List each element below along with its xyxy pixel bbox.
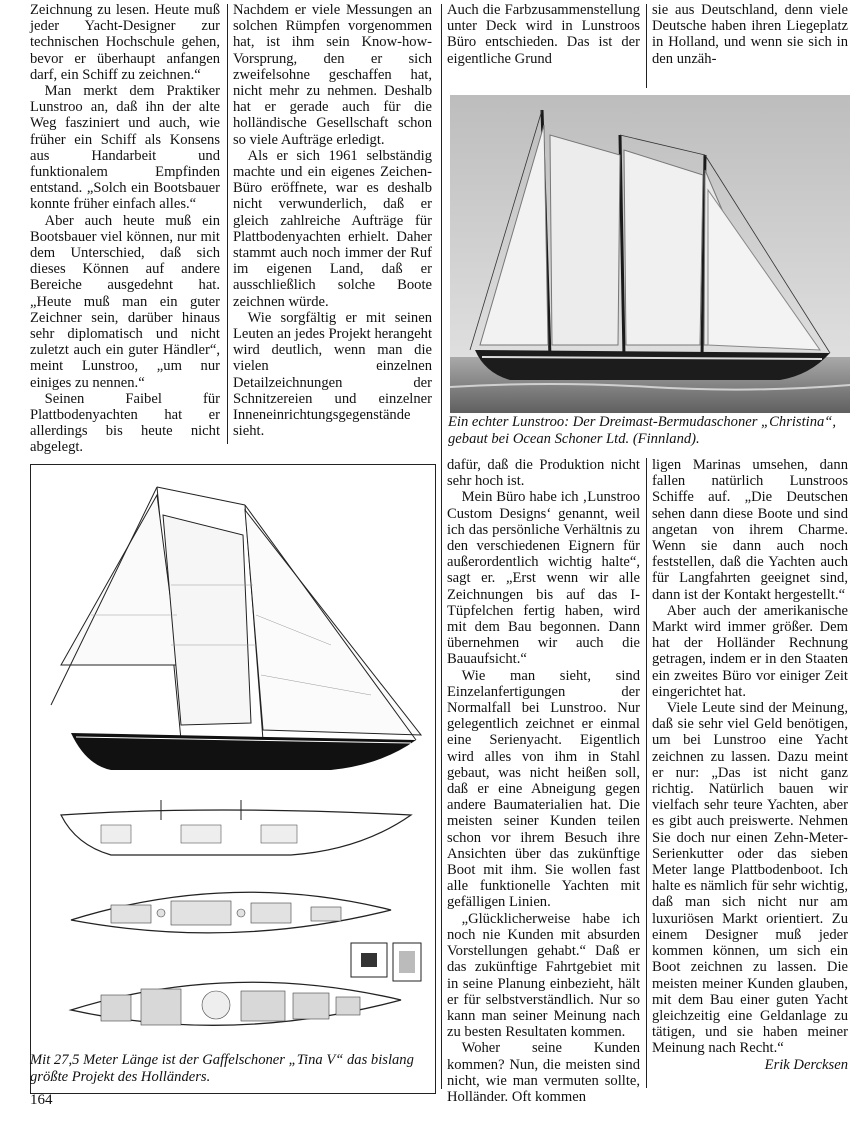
schooner-plans-drawing xyxy=(31,465,435,1093)
paragraph: dafür, daß die Produktion nicht sehr hoch ist. xyxy=(447,457,640,490)
column-2 xyxy=(233,2,432,439)
schooner-photo-image xyxy=(450,95,850,413)
paragraph: ligen Marinas umsehen, dann fallen natürlich Lunstroos Schiffe auf. „Die Deutschen sehen dann diese Boote und sind angetan von ihrem Charme. Wenn sie dann auch noch feststellen, daß die Yachten auch für Langfahrten geeignet sind, dann ist der Kontakt hergestellt.“ xyxy=(652,457,848,603)
paragraph: Aber auch heute muß ein Bootsbauer viel können, nur mit dem Unterschied, daß sich dieses Können auf andere Bereiche ausgedehnt hat. „Heute muß man ein guter Zeichner sein, darüber hinaus sehr diplomatisch und nicht zuletzt auch ein guter Händler“, meint Lunstroo, „um nur einiges zu nennen.“ xyxy=(30,212,220,391)
schooner-plans xyxy=(30,464,436,1094)
paragraph: Auch die Farbzusammenstellung unter Deck wird in Lunstroos Büro entschieden. Das ist der eigentliche Grund xyxy=(447,2,640,67)
paragraph: Seinen Faibel für Plattbodenyachten hat er allerdings bis heute nicht abgelegt. xyxy=(30,390,220,456)
paragraph: Nachdem er viele Messungen an solchen Rümpfen vorgenommen hat, ist ihm sein Know-how-Vorsprung, den er sich zweifelsohne geschaffen hat, nicht mehr zu nehmen. Deshalb hat er gerade auch für die holländische Gesellschaft schon so viele Aufträge erledigt. xyxy=(233,2,432,148)
paragraph: Man merkt dem Praktiker Lunstroo an, daß ihn der alte Weg fasziniert und auch, wie früher ein Schiff als Konsens aus Handarbeit und funktionalem Empfinden entstand. „Solch ein Bootsbauer konnte früher einfach alles.“ xyxy=(30,83,220,213)
column-rule xyxy=(646,4,647,88)
paragraph: Mein Büro habe ich ‚Lunstroo Custom Designs‘ genannt, weil ich das persönliche Verhältnis zu den verschiedenen Eignern für außerordentlich wichtig halte“, sagt er. „Erst wenn wir alle Zeichnungen bis auf das I-Tüpfelchen fertig haben, wird mit dem Bau begonnen. Dann übernehmen wir auch die Bauaufsicht.“ xyxy=(447,489,640,668)
column-4-top xyxy=(652,2,848,67)
paragraph: Wie man sieht, sind Einzelanfertigungen der Normalfall bei Lunstroo. Nur gelegentlich zeichnet er einmal eine Serienyacht. Eigentlich wird alles von ihm in Stahl gebaut, was nicht heißen soll, daß er eine Abneigung gegen andere Baumaterialien hat. Die meisten seiner Kunden teilen schon vor ihrem Besuch ihre Ansichten über das zukünftige Boot mit ihm. Sie wollen fast alle funktionelle Yachten mit gefälligen Linien. xyxy=(447,667,640,911)
paragraph: Aber auch der amerikanische Markt wird immer größer. Dem hat der Holländer Rechnung getragen, indem er in den Staaten ein zweites Büro vor einiger Zeit eingerichtet hat. xyxy=(652,602,848,700)
column-4-bottom xyxy=(652,457,848,1073)
paragraph: sie aus Deutschland, denn viele Deutsche haben ihren Liegeplatz in Holland, und wenn sie sich in den unzäh- xyxy=(652,2,848,67)
paragraph: Viele Leute sind der Meinung, daß sie sehr viel Geld benötigen, um bei Lunstroo eine Yacht zeichnen zu lassen. Dazu meint er nur: „Das ist nicht ganz richtig. Natürlich bauen wir vielfach sehr teure Yachten, aber es gibt auch preiswerte. Nehmen Sie doch nur einen Zehn-Meter-Serienkutter oder das sieben Meter lange Plattbodenboot. Ich halte es nämlich für sehr wichtig, daß man sich nicht nur am luxuriösen Markt orientiert. Zu einem Designer muß jeder kommen können, um sich ein Boot zeichnen zu lassen. Die meisten meiner Kunden glauben, mit dem Bau einer guten Yacht gleichzeitig eine Geldanlage zu tätigen, und sie haben meiner Meinung nach Recht.“ xyxy=(652,700,848,1057)
paragraph: Zeichnung zu lesen. Heute muß jeder Yacht-Designer zur technischen Hochschule gehen, bevor er überhaupt anfangen darf, ein Schiff zu zeichnen.“ xyxy=(30,2,220,83)
drawing-caption: Mit 27,5 Meter Länge ist der Gaffelschoner „Tina V“ das bislang größte Projekt des Holländers. xyxy=(30,1052,414,1085)
column-rule xyxy=(227,4,228,444)
paragraph: Woher seine Kunden kommen? Nun, die meisten sind nicht, wie man vermuten sollte, Holländer. Oft kommen xyxy=(447,1040,640,1105)
column-rule xyxy=(441,4,442,1089)
author-byline: Erik Dercksen xyxy=(764,1056,848,1073)
paragraph: „Glücklicherweise habe ich noch nie Kunden mit absurden Vorstellungen gehabt.“ Daß er das zukünftige Fahrtgebiet mit in seine Planung einbezieht, hält er für selbstverständlich. Nur so kann man seiner Meinung nach zu besten Resultaten kommen. xyxy=(447,910,640,1041)
paragraph: Wie sorgfältig er mit seinen Leuten an jedes Projekt herangeht wird deutlich, wenn man die vielen einzelnen Detailzeichnungen der Schnitzereien und einzelner Inneneinrichtungsgegenstände sieht. xyxy=(233,309,432,440)
page-number: 164 xyxy=(30,1092,53,1108)
column-1 xyxy=(30,2,220,456)
schooner-photo xyxy=(450,95,850,413)
paragraph: Als er sich 1961 selbständig machte und ein eigenes Zeichen-Büro eröffnete, war es deshalb nicht verwunderlich, daß er gleich zahlreiche Aufträge für Plattbodenyachten erhielt. Daher stammt auch noch immer der Ruf im eigenen Land, daß er ausschließlich solche Boote zeichnen würde. xyxy=(233,147,432,310)
column-rule xyxy=(646,458,647,1088)
column-3-top xyxy=(447,2,640,67)
photo-caption: Ein echter Lunstroo: Der Dreimast-Bermudaschoner „Christina“, gebaut bei Ocean Schoner Ltd. (Finnland). xyxy=(448,414,837,447)
column-3-bottom xyxy=(447,457,640,1105)
